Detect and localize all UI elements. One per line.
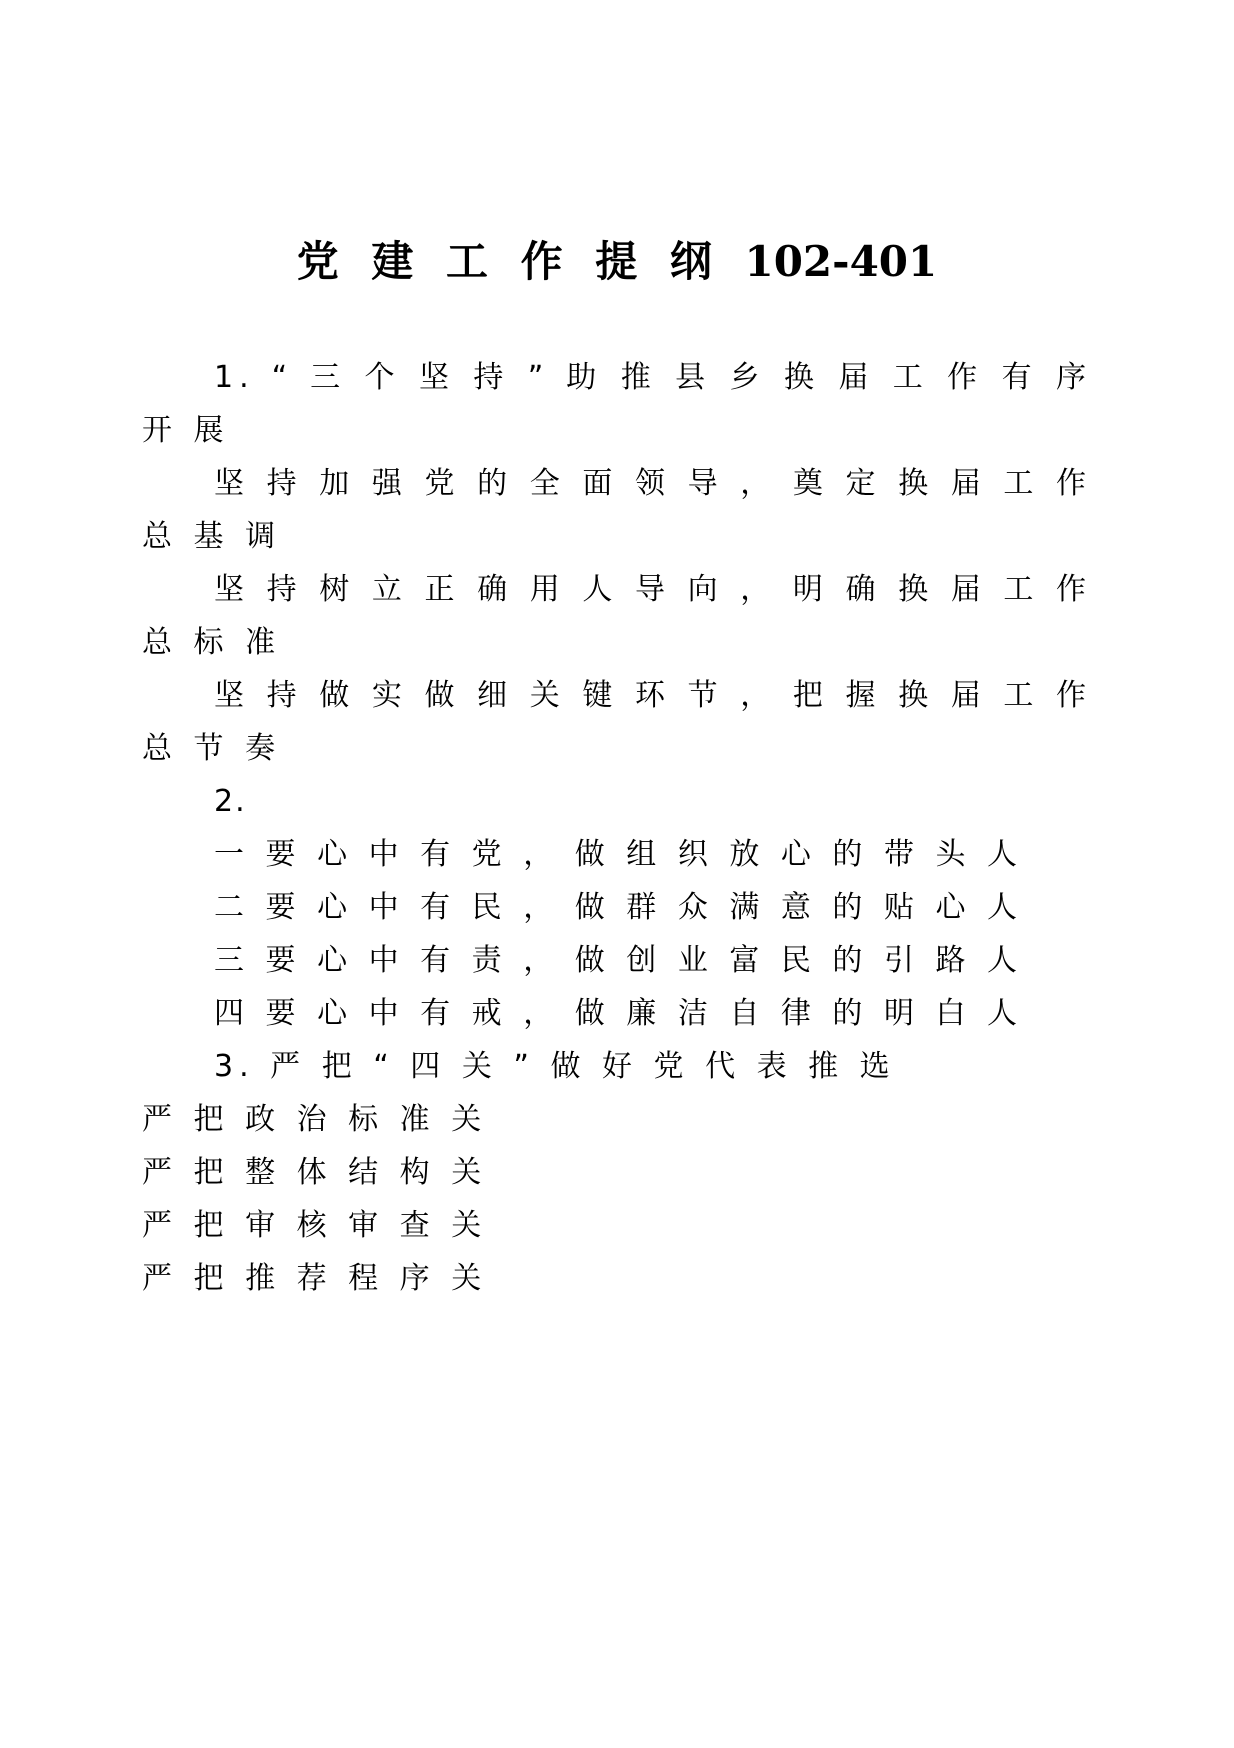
paragraph-11: 严 把 政 治 标 准 关 — [142, 1101, 488, 1137]
document-body — [142, 351, 1092, 1305]
paragraph-14: 严 把 推 荐 程 序 关 — [142, 1260, 488, 1296]
paragraph-2: 坚 持 加 强 党 的 全 面 领 导 ， 奠 定 换 届 工 作 总 基 调 — [142, 465, 1092, 554]
paragraph-13: 严 把 审 核 审 查 关 — [142, 1207, 488, 1243]
paragraph-7: 二 要 心 中 有 民 ， 做 群 众 满 意 的 贴 心 人 — [214, 889, 1024, 925]
page-title-number: 102-401 — [744, 237, 938, 286]
paragraph-5: 2. — [214, 783, 247, 819]
paragraph-10: 3. 严 把 “ 四 关 ” 做 好 党 代 表 推 选 — [214, 1048, 896, 1084]
paragraph-8: 三 要 心 中 有 责 ， 做 创 业 富 民 的 引 路 人 — [214, 942, 1024, 978]
paragraph-9: 四 要 心 中 有 戒 ， 做 廉 洁 自 律 的 明 白 人 — [214, 995, 1024, 1031]
paragraph-3: 坚 持 树 立 正 确 用 人 导 向 ， 明 确 换 届 工 作 总 标 准 — [142, 571, 1092, 660]
paragraph-6: 一 要 心 中 有 党 ， 做 组 织 放 心 的 带 头 人 — [214, 836, 1024, 872]
paragraph-1: 1. “ 三 个 坚 持 ” 助 推 县 乡 换 届 工 作 有 序 开 展 — [142, 359, 1092, 448]
paragraph-4: 坚 持 做 实 做 细 关 键 环 节 ， 把 握 换 届 工 作 总 节 奏 — [142, 677, 1092, 766]
page-title — [142, 0, 1092, 289]
paragraph-12: 严 把 整 体 结 构 关 — [142, 1154, 488, 1190]
page-title-text: 党 建 工 作 提 纲 — [296, 237, 745, 286]
